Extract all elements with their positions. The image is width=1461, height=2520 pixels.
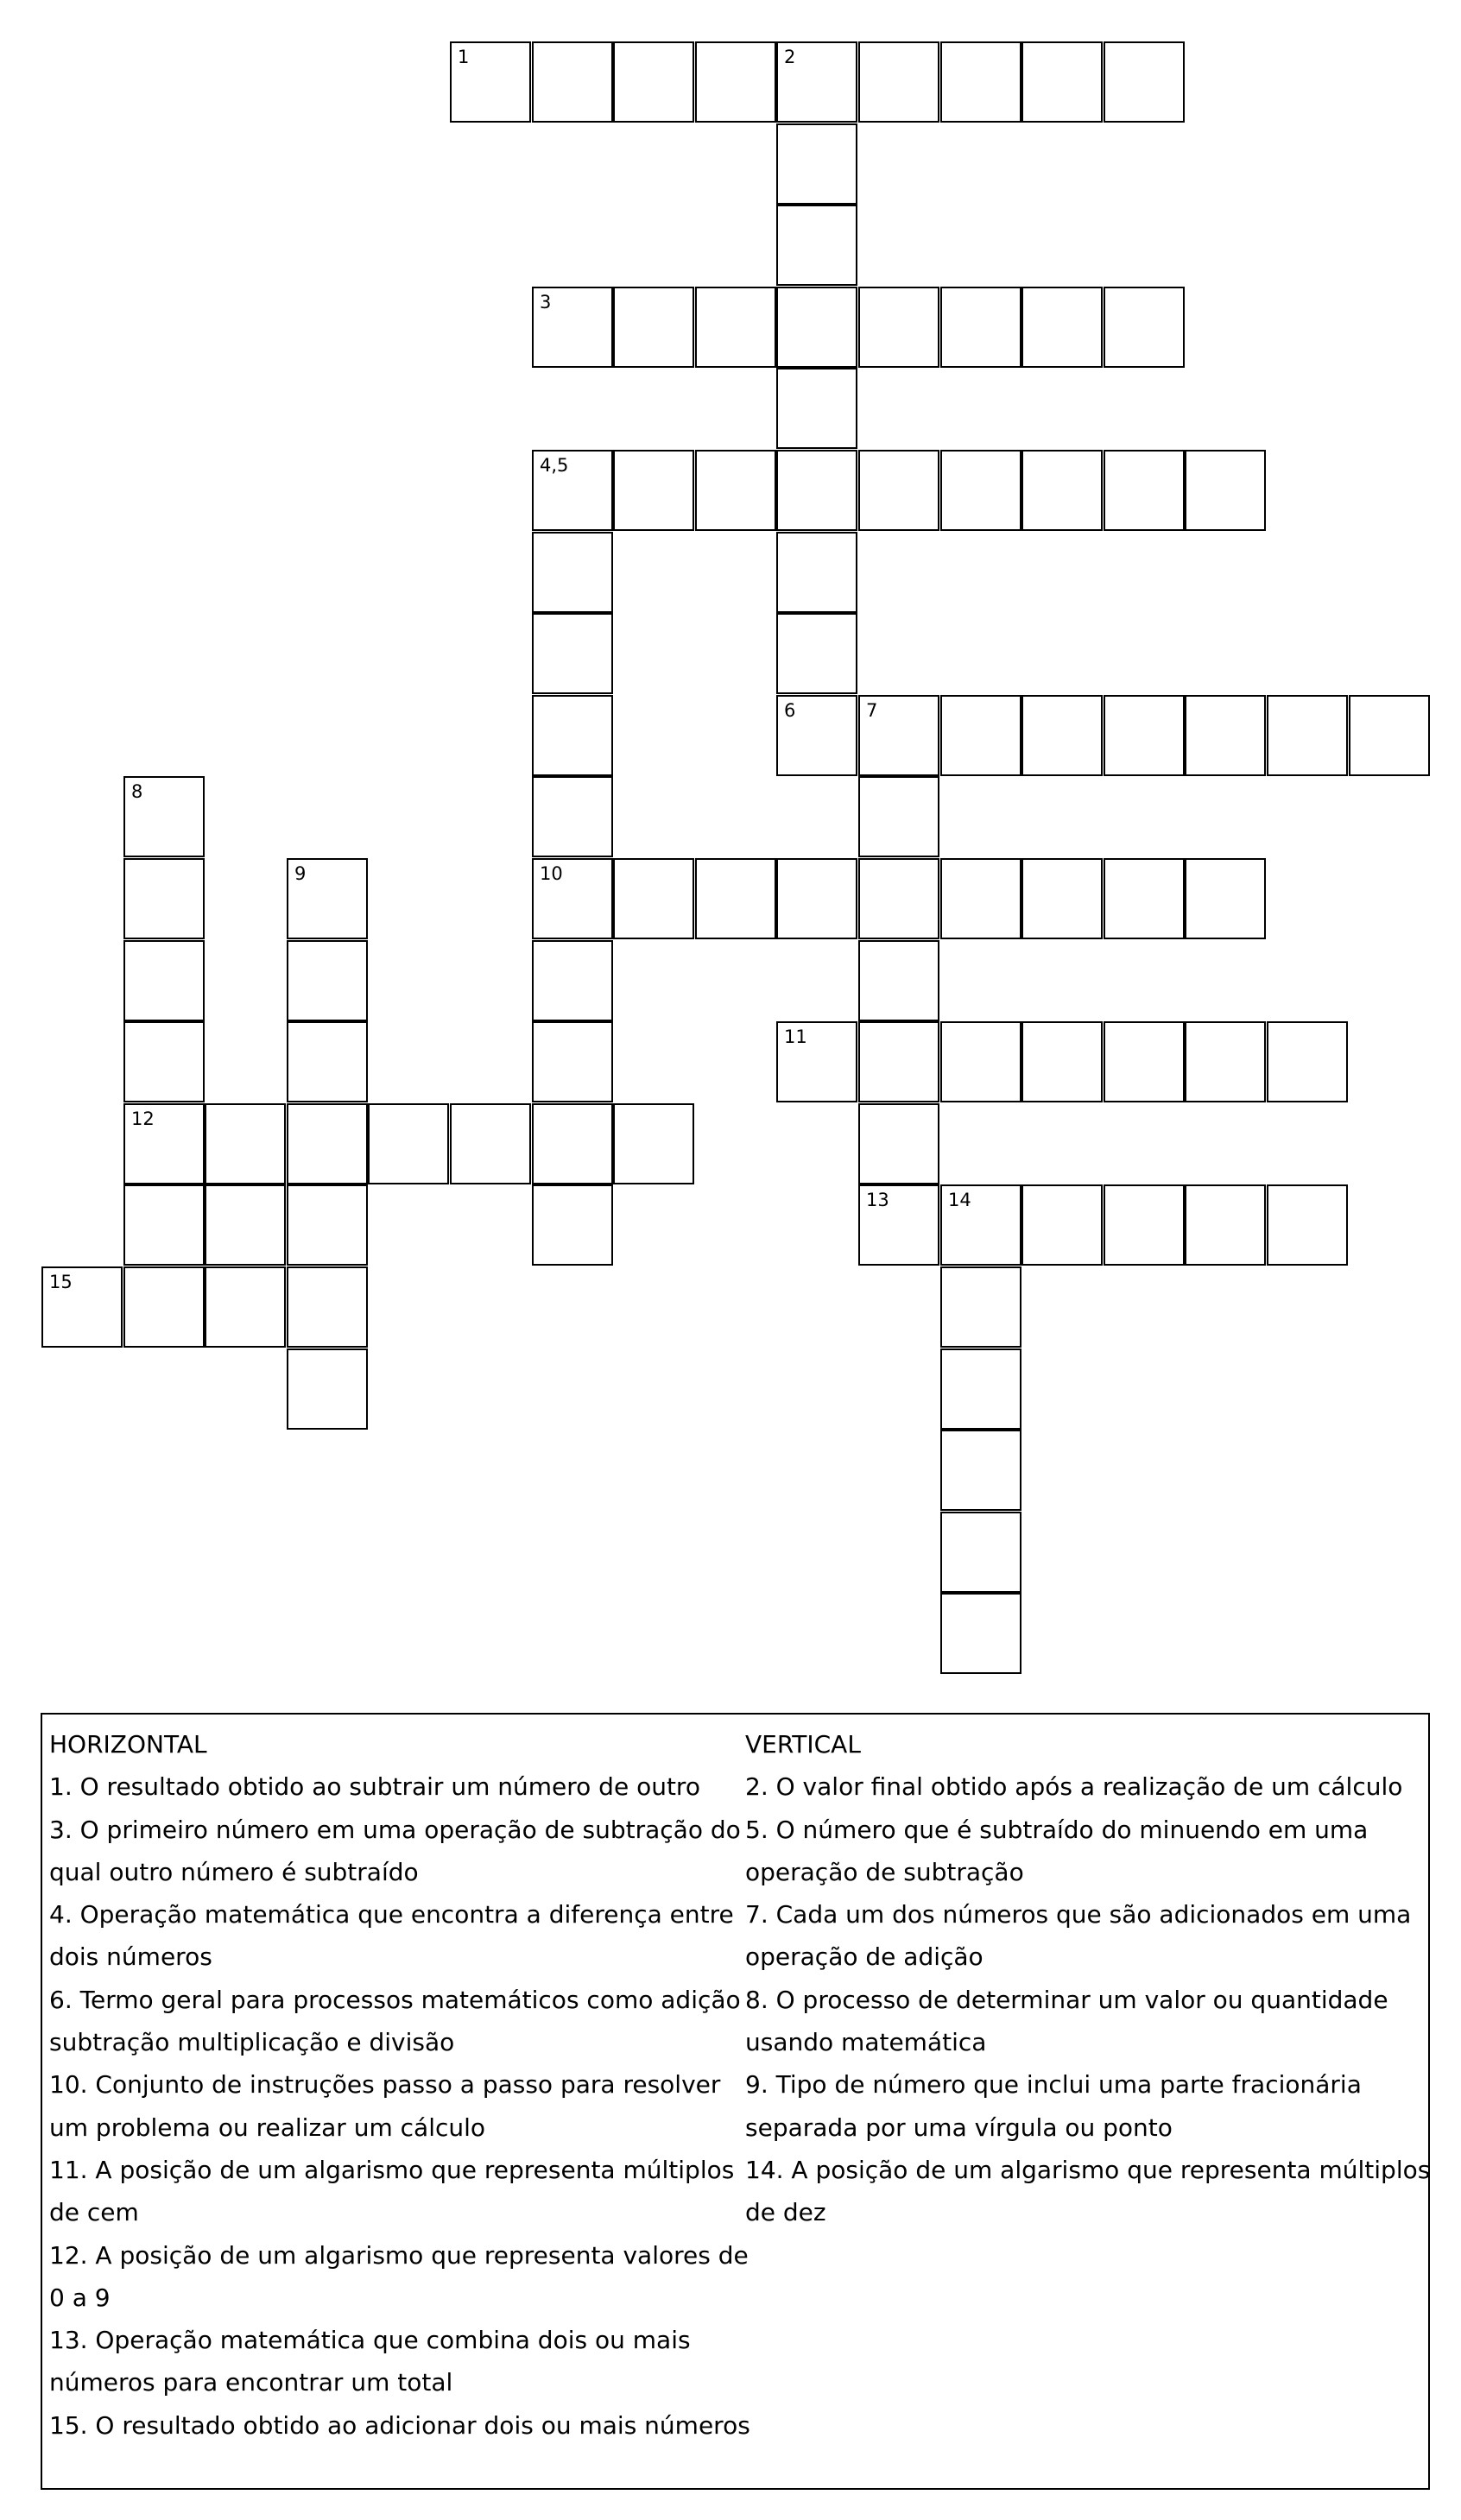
clue-number: 15 (49, 1272, 73, 1292)
grid-cell[interactable] (1349, 695, 1430, 776)
grid-cell[interactable] (532, 532, 613, 613)
grid-cell[interactable] (940, 1593, 1021, 1674)
down-clue-line: 5. O número que é subtraído do minuendo em uma (745, 1815, 1369, 1844)
grid-cell[interactable] (858, 1021, 939, 1102)
grid-cell[interactable] (532, 695, 613, 776)
grid-cell[interactable] (858, 287, 939, 368)
down-clue-line: 9. Tipo de número que inclui uma parte fracionária (745, 2070, 1362, 2100)
grid-cell[interactable] (776, 858, 857, 939)
clue-number: 14 (948, 1190, 971, 1210)
grid-cell[interactable] (532, 450, 613, 531)
clue-number: 8 (131, 781, 143, 802)
grid-cell[interactable] (695, 450, 776, 531)
across-clue-line: 3. O primeiro número em uma operação de subtração do (49, 1815, 741, 1844)
grid-cell[interactable] (368, 1103, 449, 1184)
grid-cell[interactable] (613, 858, 694, 939)
grid-cell[interactable] (287, 1184, 368, 1266)
down-clue-line: 8. O processo de determinar um valor ou quantidade (745, 1985, 1388, 2014)
clue-number: 9 (294, 863, 307, 884)
down-clue-line: 2. O valor final obtido após a realização de um cálculo (745, 1772, 1403, 1802)
grid-cell[interactable] (940, 1021, 1021, 1102)
grid-cell[interactable] (613, 1103, 694, 1184)
grid-cell[interactable] (858, 858, 939, 939)
across-clue-line: 10. Conjunto de instruções passo a passo para resolver (49, 2070, 721, 2100)
grid-cell[interactable] (1104, 858, 1185, 939)
across-clue-line: de cem (49, 2198, 139, 2227)
grid-cell[interactable] (1104, 695, 1185, 776)
grid-cell[interactable] (1185, 1021, 1266, 1102)
down-clue-line: operação de adição (745, 1942, 983, 1972)
grid-cell[interactable] (123, 1103, 205, 1184)
grid-cell[interactable] (532, 41, 613, 123)
clue-number: 10 (540, 863, 563, 884)
across-clue-line: 0 a 9 (49, 2283, 111, 2312)
grid-cell[interactable] (940, 858, 1021, 939)
grid-cell[interactable] (532, 613, 613, 694)
grid-cell[interactable] (1021, 858, 1103, 939)
clue-number: 11 (784, 1026, 807, 1047)
clue-number: 3 (540, 292, 552, 313)
grid-cell[interactable] (123, 1021, 205, 1102)
grid-cell[interactable] (858, 940, 939, 1021)
grid-cell[interactable] (532, 1103, 613, 1184)
grid-cell[interactable] (532, 1021, 613, 1102)
grid-cell[interactable] (1021, 1021, 1103, 1102)
across-clue-line: 1. O resultado obtido ao subtrair um número de outro (49, 1772, 700, 1802)
grid-cell[interactable] (1267, 695, 1348, 776)
across-clue-line: 12. A posição de um algarismo que representa valores de (49, 2240, 749, 2270)
grid-cell[interactable] (205, 1266, 286, 1348)
grid-cell[interactable] (1185, 1184, 1266, 1266)
clues-box (41, 1713, 1430, 2490)
grid-cell[interactable] (858, 1184, 939, 1266)
grid-cell[interactable] (287, 858, 368, 939)
grid-cell[interactable] (776, 205, 857, 286)
grid-cell[interactable] (695, 287, 776, 368)
grid-cell[interactable] (1104, 41, 1185, 123)
grid-cell[interactable] (776, 450, 857, 531)
across-clue-line: subtração multiplicação e divisão (49, 2028, 455, 2057)
grid-cell[interactable] (1104, 287, 1185, 368)
grid-cell[interactable] (123, 858, 205, 939)
clue-number: 7 (866, 700, 878, 721)
grid-cell[interactable] (940, 1430, 1021, 1511)
grid-cell[interactable] (532, 940, 613, 1021)
across-heading: HORIZONTAL (49, 1730, 207, 1759)
grid-cell[interactable] (532, 858, 613, 939)
grid-cell[interactable] (123, 1184, 205, 1266)
grid-cell[interactable] (450, 41, 531, 123)
across-clue-line: 6. Termo geral para processos matemáticos como adição (49, 1985, 741, 2014)
across-clue-line: 13. Operação matemática que combina dois ou mais (49, 2326, 691, 2355)
grid-cell[interactable] (858, 695, 939, 776)
across-clue-line: 15. O resultado obtido ao adicionar dois ou mais números (49, 2410, 750, 2440)
grid-cell[interactable] (1267, 1184, 1348, 1266)
grid-cell[interactable] (1185, 858, 1266, 939)
grid-cell[interactable] (1021, 1184, 1103, 1266)
clue-number: 1 (458, 47, 470, 67)
across-clues (49, 1723, 750, 2447)
down-clue-line: de dez (745, 2198, 826, 2227)
grid-cell[interactable] (1021, 287, 1103, 368)
grid-cell[interactable] (940, 695, 1021, 776)
down-clue-line: usando matemática (745, 2028, 987, 2057)
clue-number: 6 (784, 700, 796, 721)
grid-cell[interactable] (776, 532, 857, 613)
across-clue-line: um problema ou realizar um cálculo (49, 2113, 486, 2142)
across-clue-line: dois números (49, 1942, 212, 1972)
clue-number: 12 (131, 1108, 155, 1129)
across-clue-line: 11. A posição de um algarismo que representa múltiplos (49, 2155, 735, 2184)
grid-cell[interactable] (205, 1184, 286, 1266)
grid-cell[interactable] (450, 1103, 531, 1184)
grid-cell[interactable] (1021, 450, 1103, 531)
grid-cell[interactable] (858, 450, 939, 531)
grid-cell[interactable] (695, 858, 776, 939)
grid-cell[interactable] (940, 450, 1021, 531)
grid-cell[interactable] (1021, 695, 1103, 776)
grid-cell[interactable] (858, 1103, 939, 1184)
grid-cell[interactable] (123, 776, 205, 857)
grid-cell[interactable] (613, 41, 694, 123)
grid-cell[interactable] (287, 940, 368, 1021)
grid-cell[interactable] (613, 287, 694, 368)
grid-cell[interactable] (695, 41, 776, 123)
down-clue-line: 14. A posição de um algarismo que representa múltiplos (745, 2155, 1431, 2184)
grid-cell[interactable] (123, 1266, 205, 1348)
grid-cell[interactable] (287, 1348, 368, 1430)
down-clue-line: operação de subtração (745, 1857, 1024, 1886)
grid-cell[interactable] (776, 41, 857, 123)
grid-cell[interactable] (41, 1266, 123, 1348)
across-clue-line: qual outro número é subtraído (49, 1857, 419, 1886)
grid-cell[interactable] (123, 940, 205, 1021)
grid-cell[interactable] (532, 776, 613, 857)
grid-cell[interactable] (940, 1184, 1021, 1266)
grid-cell[interactable] (1185, 450, 1266, 531)
grid-cell[interactable] (776, 368, 857, 449)
grid-cell[interactable] (776, 287, 857, 368)
clue-number: 13 (866, 1190, 889, 1210)
across-clue-line: 4. Operação matemática que encontra a diferença entre (49, 1900, 734, 1929)
grid-cell[interactable] (1104, 1021, 1185, 1102)
grid-cell[interactable] (1104, 450, 1185, 531)
grid-cell[interactable] (940, 1266, 1021, 1348)
down-heading: VERTICAL (745, 1730, 861, 1759)
grid-cell[interactable] (287, 1266, 368, 1348)
grid-cell[interactable] (858, 41, 939, 123)
grid-cell[interactable] (776, 613, 857, 694)
grid-cell[interactable] (287, 1021, 368, 1102)
grid-cell[interactable] (776, 1021, 857, 1102)
grid-cell[interactable] (1021, 41, 1103, 123)
grid-cell[interactable] (532, 1184, 613, 1266)
grid-cell[interactable] (940, 1512, 1021, 1593)
down-clues (745, 1723, 1431, 2234)
grid-cell[interactable] (940, 1348, 1021, 1430)
grid-cell[interactable] (776, 695, 857, 776)
grid-cell[interactable] (613, 450, 694, 531)
grid-cell[interactable] (205, 1103, 286, 1184)
grid-cell[interactable] (940, 287, 1021, 368)
clue-number: 2 (784, 47, 796, 67)
grid-cell[interactable] (287, 1103, 368, 1184)
grid-cell[interactable] (858, 776, 939, 857)
grid-cell[interactable] (1185, 695, 1266, 776)
grid-cell[interactable] (776, 123, 857, 205)
grid-cell[interactable] (532, 287, 613, 368)
grid-cell[interactable] (1267, 1021, 1348, 1102)
grid-cell[interactable] (1104, 1184, 1185, 1266)
clue-number: 4,5 (540, 455, 569, 476)
across-clue-line: números para encontrar um total (49, 2368, 453, 2397)
down-clue-line: 7. Cada um dos números que são adicionados em uma (745, 1900, 1412, 1929)
grid-cell[interactable] (940, 41, 1021, 123)
down-clue-line: separada por uma vírgula ou ponto (745, 2113, 1173, 2142)
